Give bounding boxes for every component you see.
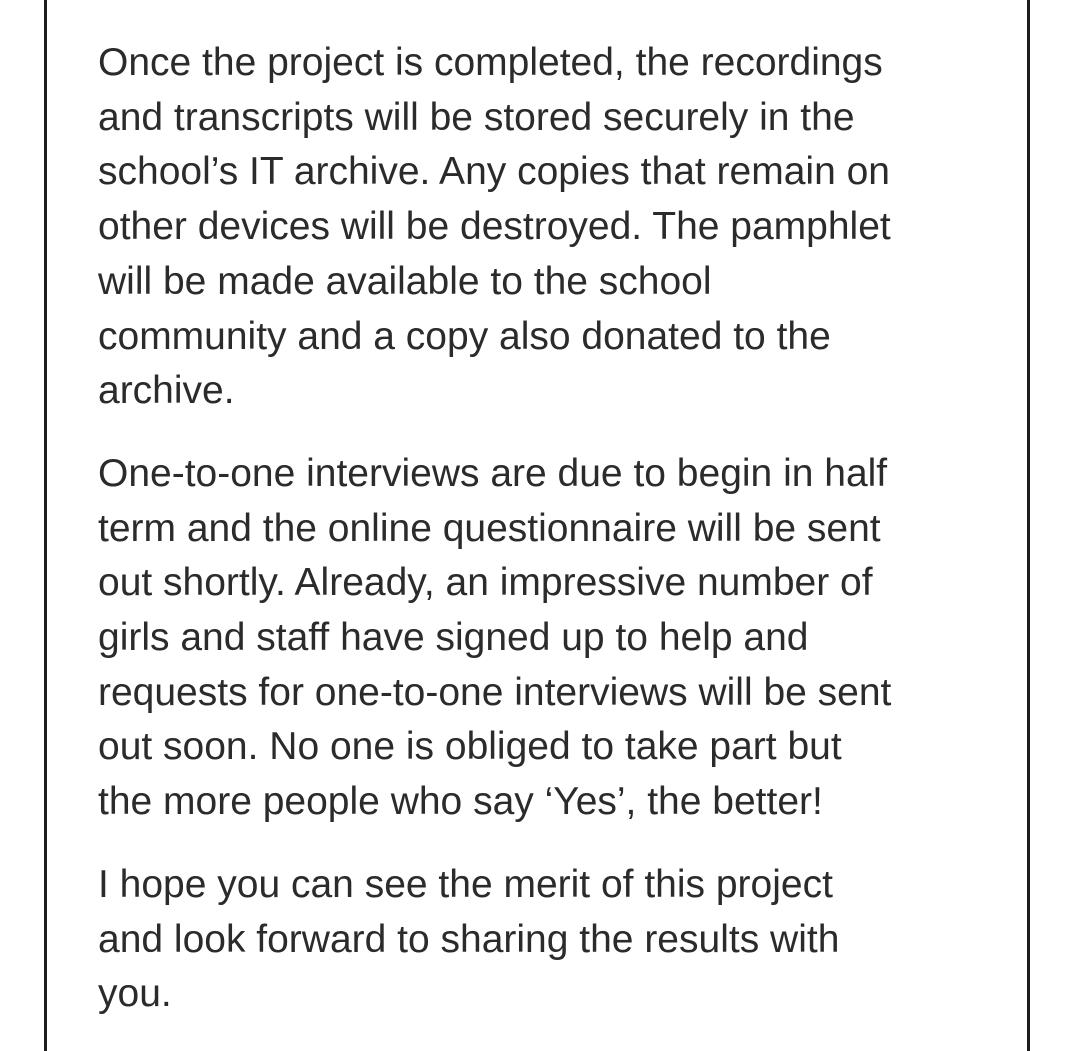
text-line: the more people who say ‘Yes’, the better! — [98, 780, 823, 824]
text-line: out soon. No one is obliged to take part but — [98, 725, 842, 769]
text-line: archive. — [98, 369, 235, 413]
paragraph-closing — [98, 858, 998, 1022]
text-line: I hope you can see the merit of this project — [98, 862, 833, 906]
text-line: and look forward to sharing the results with — [98, 917, 840, 961]
text-line: girls and staff have signed up to help and — [98, 616, 809, 660]
text-line: requests for one-to-one interviews will be sent — [98, 670, 892, 714]
text-line: out shortly. Already, an impressive number of — [98, 561, 873, 605]
text-line: term and the online questionnaire will be sent — [98, 506, 881, 550]
text-line: One-to-one interviews are due to begin in half — [98, 451, 888, 495]
document-body — [98, 36, 998, 1050]
text-line: and transcripts will be stored securely in the — [98, 95, 855, 139]
text-line: you. — [98, 972, 172, 1016]
paragraph-interviews — [98, 447, 998, 830]
text-line: will be made available to the school — [98, 259, 712, 303]
text-line: Once the project is completed, the recordings — [98, 41, 883, 84]
paragraph-archive-storage — [98, 36, 998, 419]
text-line: other devices will be destroyed. The pamphlet — [98, 205, 891, 249]
text-line: school’s IT archive. Any copies that remain on — [98, 150, 890, 194]
text-line: community and a copy also donated to the — [98, 314, 831, 358]
